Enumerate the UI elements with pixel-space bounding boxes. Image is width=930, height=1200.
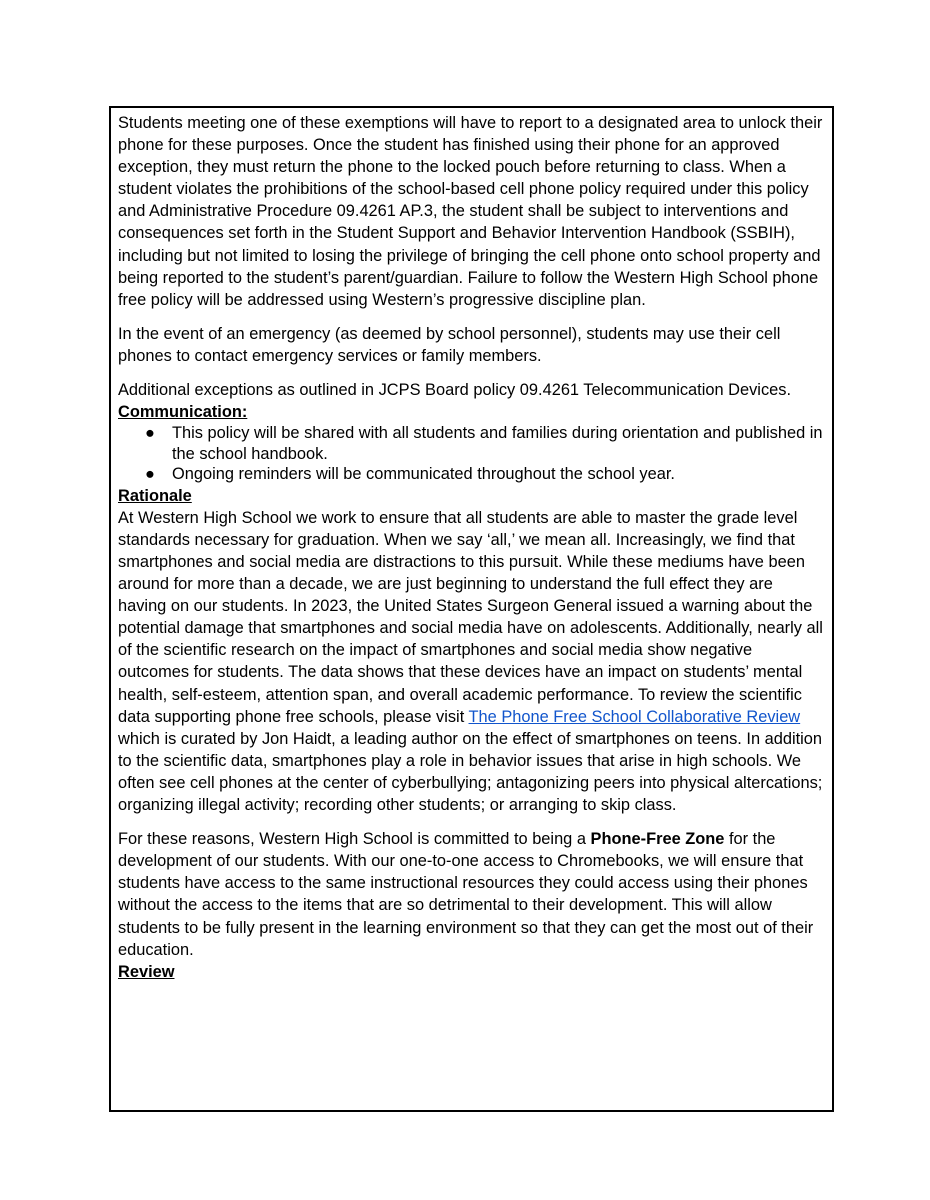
phone-free-zone-emphasis: Phone-Free Zone (590, 830, 725, 849)
reasons-text-start: For these reasons, Western High School is committed to being a (118, 830, 591, 849)
exemptions-paragraph: Students meeting one of these exemptions will have to report to a designated area to unlock their phone for these purposes. Once the student has finished using their phone for an approved exception, they must return the phone to the locked pouch before returning to class. When a student violates the prohibitions of the school-based cell phone policy required under this policy and Administrative Procedure 09.4261 AP.3, the student shall be subject to interventions and consequences set forth in the Student Support and Behavior Intervention Handbook (SSBIH), including but not limited to losing the privilege of bringing the cell phone onto school property and being reported to the student’s parent/guardian. Failure to follow the Western High School phone free policy will be addressed using Western’s progressive discipline plan. (118, 114, 823, 309)
reasons-text-end: for the development of our students. With our one-to-one access to Chromebooks, we will ensure that students have access to the same instructional resources they could access using their phones without the access to the items that are so detrimental to their development. This will allow students to be fully present in the learning environment so that they can get the most out of their education. (118, 830, 814, 959)
phone-free-zone-paragraph (118, 828, 825, 961)
list-item (145, 423, 825, 464)
list-item-text: Ongoing reminders will be communicated throughout the school year. (172, 465, 675, 484)
emergency-paragraph: In the event of an emergency (as deemed by school personnel), students may use their cell phones to contact emergency services or family members. (118, 324, 781, 365)
list-item (145, 464, 825, 485)
additional-exceptions-paragraph: Additional exceptions as outlined in JCPS Board policy 09.4261 Telecommunication Devices. (118, 381, 792, 400)
communication-heading: Communication: (118, 403, 248, 422)
rationale-paragraph (118, 507, 825, 816)
review-heading: Review (118, 962, 175, 981)
bullet-icon: ● (145, 465, 155, 484)
rationale-heading: Rationale (118, 486, 192, 505)
list-item-text: This policy will be shared with all students and families during orientation and published in the school handbook. (172, 424, 823, 463)
rationale-text-end: which is curated by Jon Haidt, a leading author on the effect of smartphones on teens. In addition to the scientific data, smartphones play a role in behavior issues that arise in high schools. We often see cell phones at the center of cyberbullying; antagonizing peers into physical altercations; organizing illegal activity; recording other students; or arranging to skip class. (118, 729, 823, 815)
phone-free-review-link[interactable]: The Phone Free School Collaborative Review (468, 707, 801, 726)
document-page-box (109, 106, 834, 1112)
rationale-text-start: At Western High School we work to ensure that all students are able to master the grade level standards necessary for graduation. When we say ‘all,’ we mean all. Increasingly, we find that smartphones and social media are distractions to this pursuit. While these mediums have been around for more than a decade, we are just beginning to understand the full effect they are having on our students. In 2023, the United States Surgeon General issued a warning about the potential damage that smartphones and social media have on adolescents. Additionally, nearly all of the scientific research on the impact of smartphones and social media show negative outcomes for students. The data shows that these devices have an impact on students’ mental health, self-esteem, attention span, and overall academic performance. To review the scientific data supporting phone free schools, please visit (118, 508, 823, 726)
communication-list (118, 423, 825, 485)
bullet-icon: ● (145, 424, 155, 443)
